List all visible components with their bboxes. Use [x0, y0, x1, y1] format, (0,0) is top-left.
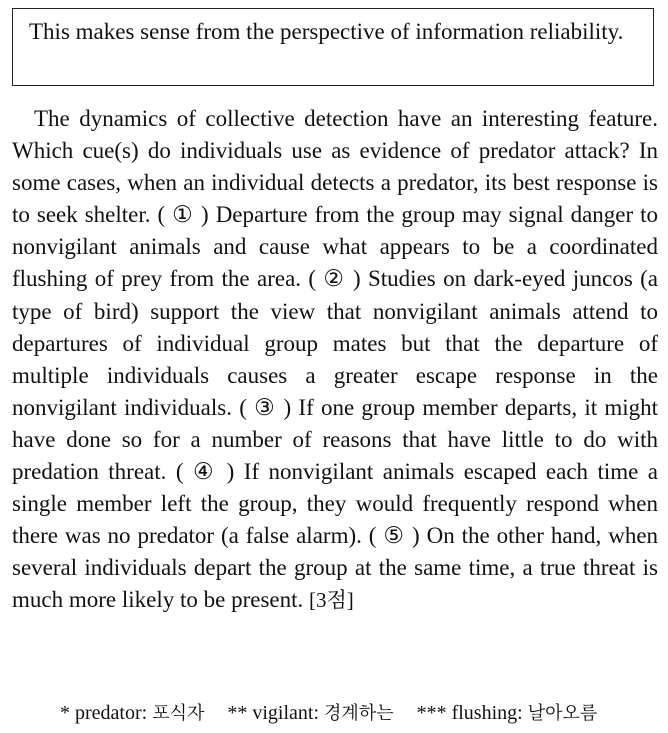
position-marker-4: ( ④ ): [175, 459, 235, 485]
passage-sentence-1: The dynamics of collective detection have an interesting feature. Which cue(s) do individuals use as evidence of predator attack? In some cases, when an individual detects a predator, its best response is to seek shelter.: [12, 106, 658, 228]
footnote-vigilant: [227, 702, 393, 724]
passage-sentence-6: On the other hand, when several individuals depart the group at the same time, a true threat is much more likely to be present.: [12, 523, 659, 613]
position-marker-5: ( ⑤ ): [368, 523, 420, 549]
position-marker-2: ( ② ): [308, 266, 361, 292]
footnote-mark: **: [227, 702, 248, 724]
points-label: [3점]: [309, 588, 354, 613]
passage-sentence-2: Departure from the group may signal danger to nonvigilant animals and cause what appears to be a coordinated flushing of prey from the area.: [12, 202, 659, 292]
given-sentence-box: [12, 8, 654, 86]
passage-sentence-4: If one group member departs, it might have done so for a number of reasons that have little to do with predation threat.: [12, 394, 659, 485]
footnote-term: predator:: [75, 702, 148, 724]
footnote-predator: [60, 702, 204, 724]
footnote-meaning: 포식자: [152, 703, 205, 724]
given-sentence: This makes sense from the perspective of information reliability.: [29, 19, 624, 44]
footnote-mark: ***: [416, 702, 447, 724]
passage: [12, 103, 658, 617]
position-marker-1: ( ① ): [157, 202, 209, 228]
footnote-mark: *: [60, 702, 70, 724]
position-marker-3: ( ③ ): [239, 394, 292, 420]
passage-sentence-3: Studies on dark-eyed juncos (a type of bird) support the view that nonvigilant animals attend to departures of individual group mates but that the departure of multiple individuals causes a greater escape response in the nonvigilant individuals.: [12, 266, 659, 420]
footnote-meaning: 경계하는: [324, 703, 394, 724]
footnote-term: flushing:: [451, 702, 523, 724]
passage-sentence-5: If nonvigilant animals escaped each time a single member left the group, they would frequently respond when there was no predator (a false alarm).: [12, 459, 659, 549]
footnotes: [60, 700, 660, 727]
footnote-term: vigilant:: [252, 702, 320, 724]
footnote-meaning: 날아오름: [527, 703, 598, 724]
footnote-flushing: [417, 702, 598, 724]
